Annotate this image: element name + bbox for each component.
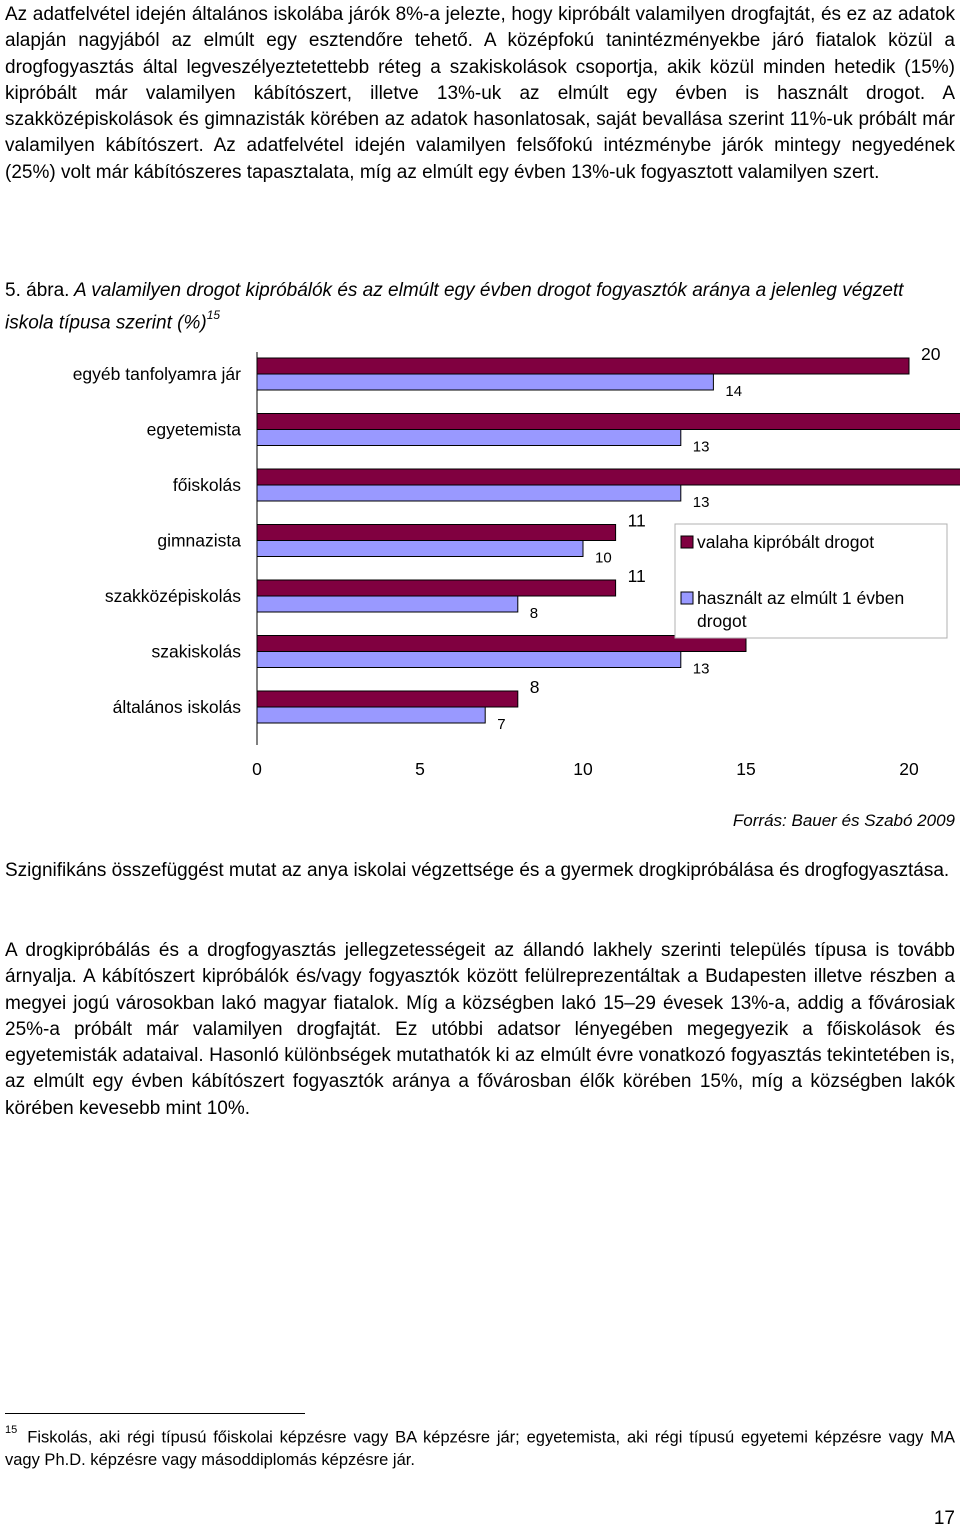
bar-last-year <box>257 596 518 612</box>
footnote-text: Fiskolás, aki régi típusú főiskolai képzésre vagy BA képzésre jár; egyetemista, aki régi típusú egyetemi képzésre vagy MA vagy Ph.D. képzésre vagy másoddiplomás képzésre jár. <box>5 1428 955 1469</box>
paragraph-3: A drogkipróbálás és a drogfogyasztás jellegzetességeit az állandó lakhely szerinti település típusa is tovább árnyalja. A kábítószert kipróbálók és/vagy fogyasztók között felülreprezentáltak a Budapesten illetve részben a megyei jogú városokban lakó magyar fiatalok. Míg a községben lakó 15–29 évesek 13%-a, addig a fővárosiak 25%-a próbált már valamilyen drogfajtát. Ez utóbbi adatsor lényegében megegyezik a főiskolások és egyetemisták adataival. Hasonló különbségek mutathatók ki az elmúlt évre vonatkozó fogyasztás tekintetében is, az elmúlt egy évben kábítószert fogyasztók aránya a fővárosban élők körében 15%, míg a községben lakók körében kevesebb mint 10%. <box>5 940 955 1119</box>
bar-tried <box>257 358 909 374</box>
x-tick-label: 0 <box>252 759 262 779</box>
footnote-divider <box>5 1413 305 1414</box>
bar-tried <box>257 525 616 541</box>
legend-swatch-last-year <box>681 592 693 604</box>
legend-label-last-year: használt az elmúlt 1 évben drogot <box>697 588 905 631</box>
page-number: 17 <box>933 1508 955 1529</box>
paragraph-2: Szignifikáns összefüggést mutat az anya iskolai végzettsége és a gyermek drogkipróbálása és drogfogyasztása. <box>5 860 950 881</box>
data-label-tried: 11 <box>627 510 646 531</box>
bar-last-year <box>257 374 713 390</box>
category-label: egyetemista <box>146 419 241 440</box>
figure-title: A valamilyen drogot kipróbálók és az elmúlt egy évben drogot fogyasztók aránya a jelenleg végzett iskola típusa szerint (%) <box>5 280 904 334</box>
figure-number: 5. ábra. <box>5 280 70 301</box>
x-tick-label: 10 <box>573 759 593 779</box>
bar-last-year <box>257 541 583 557</box>
footnote <box>5 1422 955 1471</box>
bar-last-year <box>257 430 681 446</box>
bar-tried <box>257 414 960 430</box>
legend-swatch-tried <box>681 536 693 548</box>
data-label-last-year: 14 <box>725 383 743 400</box>
data-label-last-year: 13 <box>692 494 710 511</box>
bar-tried <box>257 636 746 652</box>
x-tick-label: 15 <box>736 759 756 779</box>
legend <box>675 524 947 638</box>
data-label-tried: 20 <box>921 344 941 364</box>
data-label-last-year: 10 <box>595 549 612 567</box>
bar-last-year <box>257 707 485 723</box>
x-tick-label: 5 <box>415 759 425 779</box>
category-labels <box>73 364 242 717</box>
data-label-last-year: 13 <box>692 660 710 678</box>
category-label: főiskolás <box>172 475 241 495</box>
paragraph-1: Az adatfelvétel idején általános iskolába járók 8%-a jelezte, hogy kipróbált valamilyen drogfajtát, és ez az adatok alapján nagyjából az elmúlt egy esztendőre tehető. A középfokú tanintézményekbe járó fiatalok közül a drogfogyasztás által legveszélyeztetettebb réteg a szakiskolások csoportja, akik közül minden hetedik (15%) kipróbált már valamilyen kábítószert, illetve 13%-uk az elmúlt egy évben is használt drogot. A szakközépiskolások és gimnazisták körében az adatok hasonlatosak, saját bevallása szerint 11%-uk próbált már valamilyen kábítószert. Az adatfelvétel idején valamilyen felsőfokú intézménybe járók mintegy negyedének (25%) volt már kábítószeres tapasztalata, míg az elmúlt egy évben 13%-uk fogyasztott valamilyen szert. <box>5 4 955 183</box>
data-label-tried: 8 <box>529 677 540 697</box>
category-label: általános iskolás <box>112 697 241 717</box>
category-label: egyéb tanfolyamra jár <box>72 364 241 384</box>
figure-footnote-ref: 15 <box>206 308 221 322</box>
data-label-last-year: 8 <box>529 605 539 622</box>
x-tick-label: 20 <box>899 759 919 779</box>
figure-caption <box>5 278 955 336</box>
footnote-number: 15 <box>5 1424 18 1436</box>
data-label-tried: 11 <box>627 566 646 586</box>
category-label: szakiskolás <box>151 641 241 662</box>
figure-source: Forrás: Bauer és Szabó 2009 <box>732 811 955 830</box>
bar-last-year <box>257 652 681 668</box>
category-label: szakközépiskolás <box>104 586 241 606</box>
bar-last-year <box>257 485 681 501</box>
bar-tried <box>257 691 518 707</box>
bar-tried <box>257 469 960 485</box>
bar-tried <box>257 580 616 596</box>
data-label-last-year: 13 <box>692 438 710 456</box>
category-label: gimnazista <box>157 530 241 551</box>
legend-label-tried: valaha kipróbált drogot <box>697 532 875 552</box>
bar-chart <box>0 340 960 790</box>
data-label-last-year: 7 <box>497 716 506 733</box>
